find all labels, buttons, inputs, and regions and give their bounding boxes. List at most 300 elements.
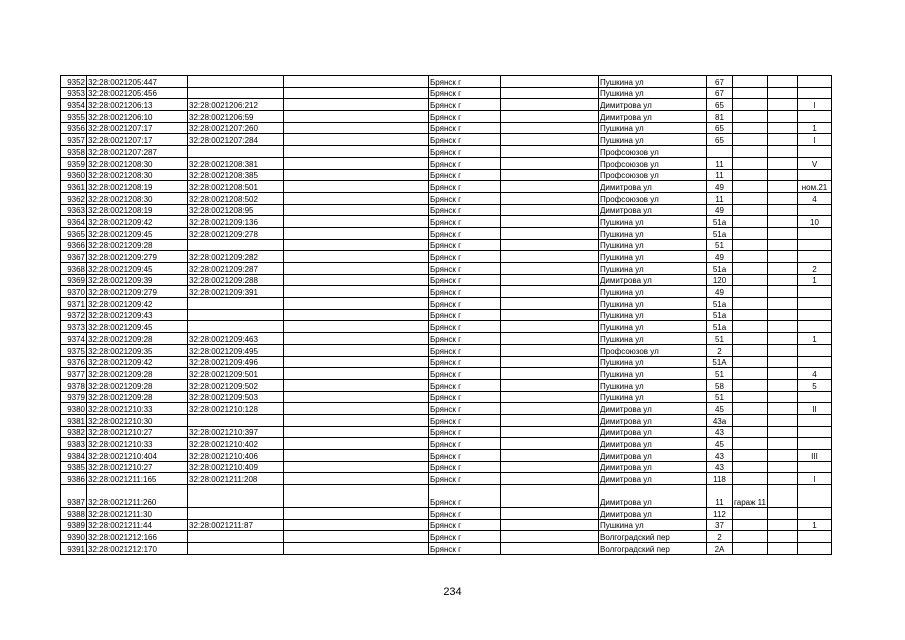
street-cell: Димитрова ул	[599, 461, 707, 473]
cadastral-number-cell: 32:28:0021210:30	[87, 414, 188, 426]
parent-cadastral-cell	[188, 321, 284, 333]
house-number-cell: 51а	[707, 227, 733, 239]
empty-cell	[501, 216, 599, 228]
city-cell: Брянск г	[429, 368, 501, 380]
empty-cell	[284, 146, 429, 158]
city-cell: Брянск г	[429, 519, 501, 531]
empty-cell	[501, 204, 599, 216]
cadastral-number-cell: 32:28:0021208:30	[87, 157, 188, 169]
city-cell: Брянск г	[429, 298, 501, 310]
street-cell: Димитрова ул	[599, 99, 707, 111]
premises-cell: 1	[798, 274, 832, 286]
row-number-cell: 9388	[61, 508, 87, 520]
empty-cell	[284, 87, 429, 99]
table-row	[61, 157, 832, 169]
street-cell: Профсоюзов ул	[599, 192, 707, 204]
empty-cell	[284, 181, 429, 193]
extra-cell	[733, 263, 768, 275]
street-cell: Профсоюзов ул	[599, 157, 707, 169]
empty-cell	[768, 309, 798, 321]
premises-cell: II	[798, 403, 832, 415]
empty-cell	[501, 274, 599, 286]
cadastral-number-cell: 32:28:0021209:39	[87, 274, 188, 286]
house-number-cell: 43	[707, 426, 733, 438]
city-cell: Брянск г	[429, 414, 501, 426]
house-number-cell: 37	[707, 519, 733, 531]
extra-cell	[733, 543, 768, 555]
empty-cell	[501, 192, 599, 204]
extra-cell	[733, 76, 768, 88]
house-number-cell: 51а	[707, 216, 733, 228]
cadastral-number-cell: 32:28:0021209:28	[87, 368, 188, 380]
extra-cell	[733, 403, 768, 415]
premises-cell: 1	[798, 519, 832, 531]
street-cell: Димитрова ул	[599, 438, 707, 450]
parent-cadastral-cell: 32:28:0021209:278	[188, 227, 284, 239]
row-number-cell: 9373	[61, 321, 87, 333]
premises-cell: V	[798, 157, 832, 169]
row-number-cell: 9359	[61, 157, 87, 169]
premises-cell: 5	[798, 379, 832, 391]
empty-cell	[284, 274, 429, 286]
empty-cell	[284, 298, 429, 310]
empty-cell	[501, 134, 599, 146]
table-row	[61, 274, 832, 286]
extra-cell	[733, 227, 768, 239]
empty-cell	[501, 403, 599, 415]
premises-cell	[798, 309, 832, 321]
table-row	[61, 473, 832, 485]
cadastral-number-cell: 32:28:0021212:170	[87, 543, 188, 555]
street-cell: Пушкина ул	[599, 216, 707, 228]
extra-cell	[733, 134, 768, 146]
parent-cadastral-cell: 32:28:0021209:501	[188, 368, 284, 380]
parent-cadastral-cell	[188, 146, 284, 158]
city-cell: Брянск г	[429, 76, 501, 88]
empty-cell	[284, 426, 429, 438]
empty-cell	[284, 239, 429, 251]
empty-cell	[768, 461, 798, 473]
cadastral-number-cell: 32:28:0021209:28	[87, 333, 188, 345]
street-cell: Пушкина ул	[599, 134, 707, 146]
street-cell: Пушкина ул	[599, 122, 707, 134]
extra-cell	[733, 473, 768, 485]
house-number-cell: 43а	[707, 414, 733, 426]
city-cell: Брянск г	[429, 122, 501, 134]
house-number-cell: 51	[707, 333, 733, 345]
parent-cadastral-cell: 32:28:0021209:288	[188, 274, 284, 286]
cadastral-number-cell: 32:28:0021212:166	[87, 531, 188, 543]
empty-cell	[768, 298, 798, 310]
street-cell: Димитрова ул	[599, 111, 707, 123]
empty-cell	[284, 438, 429, 450]
house-number-cell: 43	[707, 450, 733, 462]
empty-cell	[768, 169, 798, 181]
row-number-cell: 9387	[61, 485, 87, 508]
house-number-cell: 51а	[707, 298, 733, 310]
empty-cell	[501, 543, 599, 555]
empty-cell	[284, 344, 429, 356]
empty-cell	[768, 192, 798, 204]
extra-cell	[733, 146, 768, 158]
parent-cadastral-cell: 32:28:0021210:402	[188, 438, 284, 450]
street-cell: Пушкина ул	[599, 321, 707, 333]
cadastral-number-cell: 32:28:0021210:33	[87, 403, 188, 415]
street-cell: Волгоградский пер	[599, 531, 707, 543]
row-number-cell: 9378	[61, 379, 87, 391]
empty-cell	[501, 169, 599, 181]
table-row	[61, 192, 832, 204]
row-number-cell: 9383	[61, 438, 87, 450]
table-row	[61, 111, 832, 123]
cadastral-number-cell: 32:28:0021211:260	[87, 485, 188, 508]
empty-cell	[768, 543, 798, 555]
city-cell: Брянск г	[429, 321, 501, 333]
extra-cell	[733, 274, 768, 286]
table-row	[61, 204, 832, 216]
premises-cell: 4	[798, 368, 832, 380]
cadastral-number-cell: 32:28:0021210:27	[87, 426, 188, 438]
table-row	[61, 263, 832, 275]
parent-cadastral-cell	[188, 508, 284, 520]
empty-cell	[501, 286, 599, 298]
table-row	[61, 519, 832, 531]
house-number-cell: 49	[707, 286, 733, 298]
empty-cell	[284, 286, 429, 298]
extra-cell	[733, 438, 768, 450]
row-number-cell: 9390	[61, 531, 87, 543]
empty-cell	[284, 485, 429, 508]
row-number-cell: 9369	[61, 274, 87, 286]
extra-cell	[733, 99, 768, 111]
street-cell: Димитрова ул	[599, 414, 707, 426]
empty-cell	[768, 239, 798, 251]
extra-cell	[733, 426, 768, 438]
city-cell: Брянск г	[429, 438, 501, 450]
empty-cell	[768, 531, 798, 543]
empty-cell	[768, 204, 798, 216]
empty-cell	[768, 76, 798, 88]
empty-cell	[501, 485, 599, 508]
premises-cell	[798, 344, 832, 356]
city-cell: Брянск г	[429, 333, 501, 345]
house-number-cell: 65	[707, 122, 733, 134]
cadastral-number-cell: 32:28:0021208:19	[87, 181, 188, 193]
row-number-cell: 9379	[61, 391, 87, 403]
row-number-cell: 9374	[61, 333, 87, 345]
empty-cell	[768, 227, 798, 239]
row-number-cell: 9375	[61, 344, 87, 356]
empty-cell	[768, 438, 798, 450]
empty-cell	[501, 344, 599, 356]
cadastral-number-cell: 32:28:0021209:45	[87, 263, 188, 275]
premises-cell	[798, 76, 832, 88]
empty-cell	[501, 450, 599, 462]
street-cell: Пушкина ул	[599, 87, 707, 99]
extra-cell	[733, 356, 768, 368]
parent-cadastral-cell: 32:28:0021209:463	[188, 333, 284, 345]
empty-cell	[768, 251, 798, 263]
street-cell: Димитрова ул	[599, 274, 707, 286]
cadastral-number-cell: 32:28:0021205:447	[87, 76, 188, 88]
premises-cell: 10	[798, 216, 832, 228]
house-number-cell: 51	[707, 391, 733, 403]
extra-cell	[733, 414, 768, 426]
empty-cell	[284, 450, 429, 462]
table-row	[61, 391, 832, 403]
city-cell: Брянск г	[429, 543, 501, 555]
parent-cadastral-cell: 32:28:0021208:502	[188, 192, 284, 204]
premises-cell	[798, 111, 832, 123]
table-row	[61, 298, 832, 310]
premises-cell: I	[798, 134, 832, 146]
parent-cadastral-cell: 32:28:0021209:136	[188, 216, 284, 228]
cadastral-number-cell: 32:28:0021209:279	[87, 251, 188, 263]
empty-cell	[501, 333, 599, 345]
row-number-cell: 9355	[61, 111, 87, 123]
row-number-cell: 9354	[61, 99, 87, 111]
empty-cell	[501, 298, 599, 310]
premises-cell	[798, 298, 832, 310]
empty-cell	[501, 239, 599, 251]
empty-cell	[768, 391, 798, 403]
table-row	[61, 134, 832, 146]
row-number-cell: 9372	[61, 309, 87, 321]
table-row	[61, 508, 832, 520]
street-cell: Пушкина ул	[599, 239, 707, 251]
premises-cell	[798, 391, 832, 403]
parent-cadastral-cell	[188, 76, 284, 88]
house-number-cell: 65	[707, 99, 733, 111]
house-number-cell: 51	[707, 368, 733, 380]
empty-cell	[768, 134, 798, 146]
empty-cell	[501, 99, 599, 111]
city-cell: Брянск г	[429, 485, 501, 508]
city-cell: Брянск г	[429, 181, 501, 193]
table-row	[61, 450, 832, 462]
empty-cell	[501, 146, 599, 158]
table-row	[61, 181, 832, 193]
cadastral-number-cell: 32:28:0021206:13	[87, 99, 188, 111]
street-cell: Профсоюзов ул	[599, 169, 707, 181]
extra-cell	[733, 450, 768, 462]
row-number-cell: 9367	[61, 251, 87, 263]
row-number-cell: 9368	[61, 263, 87, 275]
empty-cell	[768, 181, 798, 193]
premises-cell: 1	[798, 333, 832, 345]
empty-cell	[284, 391, 429, 403]
street-cell: Димитрова ул	[599, 473, 707, 485]
empty-cell	[501, 531, 599, 543]
street-cell: Пушкина ул	[599, 368, 707, 380]
empty-cell	[768, 111, 798, 123]
parent-cadastral-cell	[188, 298, 284, 310]
city-cell: Брянск г	[429, 204, 501, 216]
parent-cadastral-cell: 32:28:0021210:397	[188, 426, 284, 438]
extra-cell	[733, 111, 768, 123]
house-number-cell: 118	[707, 473, 733, 485]
parent-cadastral-cell: 32:28:0021211:87	[188, 519, 284, 531]
empty-cell	[284, 134, 429, 146]
cadastral-number-cell: 32:28:0021211:30	[87, 508, 188, 520]
extra-cell	[733, 169, 768, 181]
empty-cell	[284, 263, 429, 275]
parent-cadastral-cell: 32:28:0021209:496	[188, 356, 284, 368]
parent-cadastral-cell: 32:28:0021210:406	[188, 450, 284, 462]
table-row	[61, 87, 832, 99]
page-number: 234	[443, 586, 462, 598]
row-number-cell: 9381	[61, 414, 87, 426]
empty-cell	[768, 122, 798, 134]
table-row	[61, 146, 832, 158]
empty-cell	[501, 309, 599, 321]
house-number-cell: 49	[707, 181, 733, 193]
street-cell: Пушкина ул	[599, 356, 707, 368]
house-number-cell: 49	[707, 251, 733, 263]
table-row	[61, 531, 832, 543]
city-cell: Брянск г	[429, 508, 501, 520]
parent-cadastral-cell	[188, 309, 284, 321]
cadastral-number-cell: 32:28:0021209:28	[87, 239, 188, 251]
parent-cadastral-cell: 32:28:0021210:128	[188, 403, 284, 415]
city-cell: Брянск г	[429, 344, 501, 356]
house-number-cell: 2А	[707, 543, 733, 555]
empty-cell	[501, 368, 599, 380]
row-number-cell: 9377	[61, 368, 87, 380]
cadastral-number-cell: 32:28:0021206:10	[87, 111, 188, 123]
parent-cadastral-cell: 32:28:0021206:212	[188, 99, 284, 111]
extra-cell	[733, 344, 768, 356]
cadastral-number-cell: 32:28:0021210:404	[87, 450, 188, 462]
extra-cell	[733, 251, 768, 263]
city-cell: Брянск г	[429, 391, 501, 403]
extra-cell	[733, 309, 768, 321]
empty-cell	[501, 321, 599, 333]
row-number-cell: 9391	[61, 543, 87, 555]
house-number-cell: 112	[707, 508, 733, 520]
empty-cell	[284, 543, 429, 555]
table-row	[61, 368, 832, 380]
row-number-cell: 9363	[61, 204, 87, 216]
empty-cell	[284, 403, 429, 415]
empty-cell	[284, 122, 429, 134]
empty-cell	[501, 461, 599, 473]
empty-cell	[501, 181, 599, 193]
empty-cell	[501, 426, 599, 438]
cadastral-number-cell: 32:28:0021205:456	[87, 87, 188, 99]
row-number-cell: 9356	[61, 122, 87, 134]
house-number-cell: 2	[707, 531, 733, 543]
empty-cell	[768, 403, 798, 415]
street-cell: Профсоюзов ул	[599, 146, 707, 158]
premises-cell: 2	[798, 263, 832, 275]
extra-cell	[733, 368, 768, 380]
cadastral-number-cell: 32:28:0021207:17	[87, 122, 188, 134]
empty-cell	[501, 508, 599, 520]
table-row	[61, 122, 832, 134]
empty-cell	[768, 473, 798, 485]
empty-cell	[284, 321, 429, 333]
row-number-cell: 9365	[61, 227, 87, 239]
cadastral-number-cell: 32:28:0021208:19	[87, 204, 188, 216]
premises-cell	[798, 286, 832, 298]
extra-cell	[733, 333, 768, 345]
extra-cell	[733, 181, 768, 193]
table-row	[61, 227, 832, 239]
premises-cell	[798, 169, 832, 181]
table-row	[61, 543, 832, 555]
parent-cadastral-cell: 32:28:0021211:208	[188, 473, 284, 485]
row-number-cell: 9353	[61, 87, 87, 99]
empty-cell	[501, 379, 599, 391]
house-number-cell: 51а	[707, 263, 733, 275]
house-number-cell: 49	[707, 204, 733, 216]
empty-cell	[768, 274, 798, 286]
empty-cell	[284, 111, 429, 123]
table-row	[61, 356, 832, 368]
premises-cell: I	[798, 99, 832, 111]
house-number-cell	[707, 146, 733, 158]
cadastral-number-cell: 32:28:0021209:279	[87, 286, 188, 298]
empty-cell	[768, 263, 798, 275]
empty-cell	[501, 473, 599, 485]
row-number-cell: 9358	[61, 146, 87, 158]
empty-cell	[284, 356, 429, 368]
house-number-cell: 65	[707, 134, 733, 146]
empty-cell	[501, 251, 599, 263]
house-number-cell: 51а	[707, 321, 733, 333]
empty-cell	[768, 216, 798, 228]
parent-cadastral-cell: 32:28:0021209:502	[188, 379, 284, 391]
premises-cell	[798, 414, 832, 426]
parent-cadastral-cell: 32:28:0021208:501	[188, 181, 284, 193]
cadastral-number-cell: 32:28:0021207:17	[87, 134, 188, 146]
city-cell: Брянск г	[429, 274, 501, 286]
parent-cadastral-cell: 32:28:0021210:409	[188, 461, 284, 473]
house-number-cell: 45	[707, 403, 733, 415]
house-number-cell: 51	[707, 239, 733, 251]
street-cell: Волгоградский пер	[599, 543, 707, 555]
cadastral-number-cell: 32:28:0021209:42	[87, 298, 188, 310]
cadastral-number-cell: 32:28:0021210:33	[87, 438, 188, 450]
table-row	[61, 76, 832, 88]
house-number-cell: 2	[707, 344, 733, 356]
table-row	[61, 461, 832, 473]
city-cell: Брянск г	[429, 473, 501, 485]
city-cell: Брянск г	[429, 157, 501, 169]
row-number-cell: 9380	[61, 403, 87, 415]
street-cell: Пушкина ул	[599, 251, 707, 263]
premises-cell: III	[798, 450, 832, 462]
row-number-cell: 9382	[61, 426, 87, 438]
empty-cell	[768, 333, 798, 345]
premises-cell: ном.21	[798, 181, 832, 193]
premises-cell	[798, 146, 832, 158]
house-number-cell: 11	[707, 485, 733, 508]
premises-cell	[798, 461, 832, 473]
cadastral-number-cell: 32:28:0021209:45	[87, 227, 188, 239]
extra-cell	[733, 519, 768, 531]
empty-cell	[768, 344, 798, 356]
empty-cell	[768, 519, 798, 531]
street-cell: Димитрова ул	[599, 485, 707, 508]
empty-cell	[501, 263, 599, 275]
registry-table	[60, 75, 832, 555]
empty-cell	[768, 286, 798, 298]
table-row	[61, 239, 832, 251]
premises-cell	[798, 531, 832, 543]
house-number-cell: 11	[707, 157, 733, 169]
